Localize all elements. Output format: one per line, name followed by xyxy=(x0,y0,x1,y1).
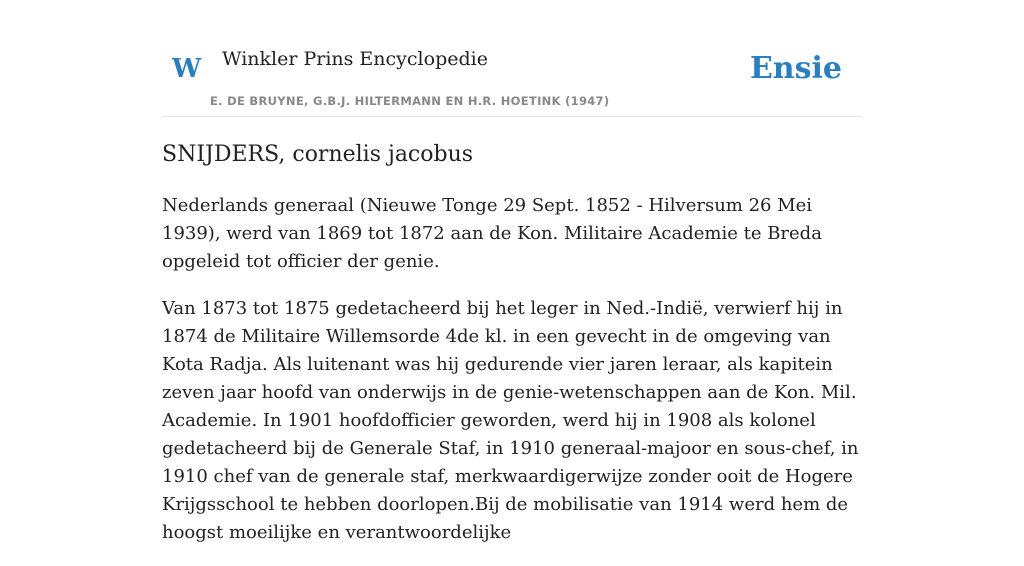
winkler-prins-logo[interactable]: W xyxy=(172,54,202,84)
entry-paragraph-2: Van 1873 tot 1875 gedetacheerd bij het leger in Ned.-Indië, verwierf hij in 1874 de Militaire Willemsorde 4de kl. in een gevecht in de omgeving van Kota Radja. Als luitenant was hij gedurende vier jaren leraar, als kapitein zeven jaar hoofd van onderwijs in de genie-wetenschappen aan de Kon. Mil. Academie. In 1901 hoofdofficier geworden, werd hij in 1908 als kolonel gedetacheerd bij de Generale Staf, in 1910 generaal-majoor en sous-chef, in 1910 chef van de generale staf, merkwaardigerwijze zonder ooit de Hogere Krijgsschool te hebben doorlopen.Bij de mobilisatie van 1914 werd hem de hoogst moeilijke en verantwoordelijke xyxy=(162,298,859,543)
entry-body xyxy=(162,192,862,566)
entry-title: SNIJDERS, cornelis jacobus xyxy=(162,142,474,167)
article-page xyxy=(162,0,862,543)
ensie-brand-logo[interactable]: Ensie xyxy=(749,51,842,86)
source-authors: E. DE BRUYNE, G.B.J. HILTERMANN EN H.R. HOETINK (1947) xyxy=(210,94,610,108)
source-header xyxy=(162,0,862,117)
source-title-link[interactable]: Winkler Prins Encyclopedie xyxy=(222,48,488,70)
entry-paragraph-1: Nederlands generaal (Nieuwe Tonge 29 Sept. 1852 - Hilversum 26 Mei 1939), werd van 1869 tot 1872 aan de Kon. Militaire Academie te Breda opgeleid tot officier der genie. xyxy=(162,195,822,272)
